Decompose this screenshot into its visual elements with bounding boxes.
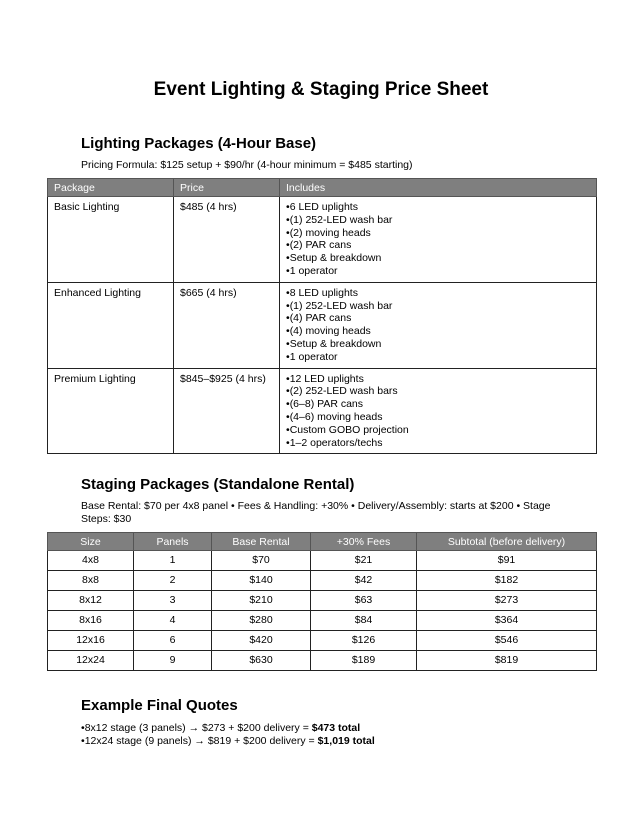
- pricing-formula: Pricing Formula: $125 setup + $90/hr (4-hour minimum = $485 starting): [81, 159, 413, 171]
- cell-size: 8x12: [48, 591, 134, 611]
- cell-base-rental: $70: [212, 551, 311, 571]
- quote-text: 12x24 stage (9 panels) → $819 + $200 delivery =: [84, 735, 318, 747]
- list-item: • Custom GOBO projection: [286, 424, 590, 437]
- cell-fees: $84: [311, 611, 417, 631]
- column-header-fees: +30% Fees: [311, 533, 417, 551]
- column-header-includes: Includes: [280, 179, 597, 197]
- list-item: • Setup & breakdown: [286, 252, 590, 265]
- cell-base-rental: $210: [212, 591, 311, 611]
- cell-base-rental: $140: [212, 571, 311, 591]
- cell-subtotal: $273: [417, 591, 597, 611]
- package-price: $665 (4 hrs): [174, 282, 280, 368]
- cell-size: 8x16: [48, 611, 134, 631]
- package-name: Basic Lighting: [48, 197, 174, 283]
- table-row: [48, 611, 597, 631]
- column-header-subtotal: Subtotal (before delivery): [417, 533, 597, 551]
- list-item: • Setup & breakdown: [286, 338, 590, 351]
- column-header-base-rental: Base Rental: [212, 533, 311, 551]
- cell-subtotal: $182: [417, 571, 597, 591]
- list-item: • (1) 252-LED wash bar: [286, 214, 590, 227]
- cell-panels: 4: [134, 611, 212, 631]
- package-includes: [280, 197, 597, 283]
- list-item: • 1–2 operators/techs: [286, 437, 590, 450]
- cell-fees: $21: [311, 551, 417, 571]
- list-item: • 1 operator: [286, 351, 590, 364]
- list-item: [81, 722, 375, 735]
- cell-subtotal: $819: [417, 651, 597, 671]
- table-row: [48, 368, 597, 454]
- cell-size: 12x24: [48, 651, 134, 671]
- cell-panels: 9: [134, 651, 212, 671]
- list-item: • (4–6) moving heads: [286, 411, 590, 424]
- package-name: Premium Lighting: [48, 368, 174, 454]
- list-item: • (2) 252-LED wash bars: [286, 385, 590, 398]
- list-item: [81, 735, 375, 748]
- package-includes: [280, 368, 597, 454]
- cell-subtotal: $546: [417, 631, 597, 651]
- cell-panels: 3: [134, 591, 212, 611]
- cell-size: 4x8: [48, 551, 134, 571]
- example-quotes-list: [81, 722, 375, 748]
- table-row: [48, 551, 597, 571]
- package-price: $485 (4 hrs): [174, 197, 280, 283]
- cell-base-rental: $630: [212, 651, 311, 671]
- list-item: • 8 LED uplights: [286, 287, 590, 300]
- page-title: Event Lighting & Staging Price Sheet: [153, 79, 489, 100]
- list-item: • (4) PAR cans: [286, 312, 590, 325]
- cell-size: 8x8: [48, 571, 134, 591]
- quote-total: $1,019 total: [317, 735, 375, 747]
- quote-total: $473 total: [311, 722, 361, 734]
- cell-subtotal: $364: [417, 611, 597, 631]
- package-includes: [280, 282, 597, 368]
- cell-panels: 2: [134, 571, 212, 591]
- table-row: [48, 197, 597, 283]
- list-item: • (4) moving heads: [286, 325, 590, 338]
- quote-text: 8x12 stage (3 panels) → $273 + $200 delivery =: [84, 722, 312, 734]
- staging-note: Base Rental: $70 per 4x8 panel • Fees & Handling: +30% • Delivery/Assembly: starts at $200 • Stage Steps: $30: [81, 500, 551, 525]
- package-price: $845–$925 (4 hrs): [174, 368, 280, 454]
- staging-heading: Staging Packages (Standalone Rental): [81, 476, 355, 493]
- table-row: [48, 651, 597, 671]
- list-item: • (1) 252-LED wash bar: [286, 300, 590, 313]
- list-item: • 1 operator: [286, 265, 590, 278]
- cell-fees: $189: [311, 651, 417, 671]
- table-header-row: [48, 179, 597, 197]
- quotes-heading: Example Final Quotes: [81, 697, 238, 714]
- cell-size: 12x16: [48, 631, 134, 651]
- table-row: [48, 631, 597, 651]
- list-item: • 6 LED uplights: [286, 201, 590, 214]
- lighting-heading: Lighting Packages (4-Hour Base): [81, 135, 317, 152]
- cell-fees: $42: [311, 571, 417, 591]
- cell-subtotal: $91: [417, 551, 597, 571]
- list-item: • 12 LED uplights: [286, 373, 590, 386]
- table-header-row: [48, 533, 597, 551]
- cell-panels: 6: [134, 631, 212, 651]
- list-item: • (2) PAR cans: [286, 239, 590, 252]
- column-header-price: Price: [174, 179, 280, 197]
- table-row: [48, 591, 597, 611]
- staging-packages-table: [47, 532, 597, 671]
- table-row: [48, 282, 597, 368]
- table-row: [48, 571, 597, 591]
- package-name: Enhanced Lighting: [48, 282, 174, 368]
- list-item: • (6–8) PAR cans: [286, 398, 590, 411]
- cell-fees: $63: [311, 591, 417, 611]
- cell-panels: 1: [134, 551, 212, 571]
- list-item: • (2) moving heads: [286, 227, 590, 240]
- cell-base-rental: $420: [212, 631, 311, 651]
- cell-base-rental: $280: [212, 611, 311, 631]
- lighting-packages-table: [47, 178, 597, 454]
- column-header-package: Package: [48, 179, 174, 197]
- cell-fees: $126: [311, 631, 417, 651]
- column-header-panels: Panels: [134, 533, 212, 551]
- column-header-size: Size: [48, 533, 134, 551]
